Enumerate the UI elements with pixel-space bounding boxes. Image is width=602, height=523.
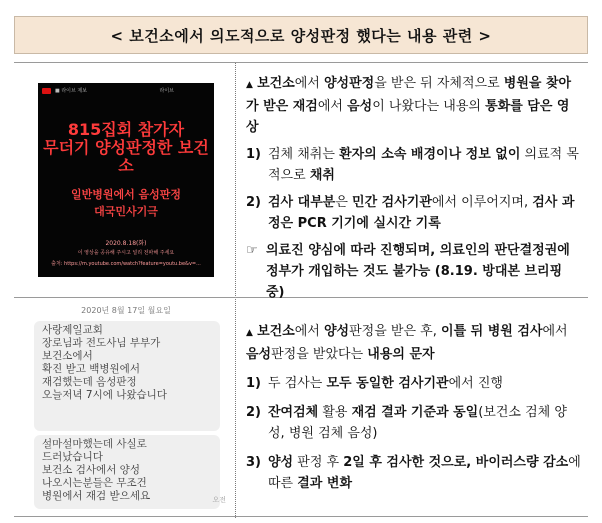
text: 에서 <box>542 324 568 339</box>
message-line: 확진 받고 백병원에서 <box>42 363 140 375</box>
message-time: 오전 <box>212 496 226 504</box>
text: 에서 <box>317 99 348 114</box>
video-topbar <box>42 87 87 94</box>
text-bold: 모두 동일한 검사기관 <box>326 376 449 391</box>
point-text <box>268 402 582 444</box>
text: 에서 <box>294 324 324 339</box>
text: 검체 채취는 <box>268 147 340 162</box>
row2-point-1 <box>246 373 582 394</box>
point-number: 1) <box>246 147 261 162</box>
text-bold: 검사 과정은 PCR 기기에 실시간 기록 <box>268 195 575 231</box>
text-bold: 내용의 문자 <box>367 347 435 362</box>
message-line: 병원에서 재검 받으세요 <box>42 490 151 502</box>
row2-point-2 <box>246 402 582 444</box>
text: (보건소 검체 양성, 병원 검체 음성) <box>268 405 567 441</box>
text-bold: 민간 검사기관 <box>352 195 432 210</box>
text-bold: 음성 <box>347 99 373 114</box>
message-date: 2020년 8월 17일 월요일 <box>81 306 171 315</box>
pointing-hand-icon: ☞ <box>246 243 258 258</box>
message-line: 오늘저녁 7시에 나왔습니다 <box>42 389 167 401</box>
text-bold: 환자의 소속 배경이나 정보 없이 <box>339 147 521 162</box>
row1-description <box>246 73 582 303</box>
document-frame <box>4 4 598 519</box>
point-number: 2) <box>246 195 261 210</box>
note-text: 의료진 양심에 따라 진행되며, 의료인의 판단결정권에 정부가 개입하는 것도 불가능 (8.19. 방대본 브리핑 중) <box>266 243 570 300</box>
row2-point-3 <box>246 452 582 494</box>
text: 활용 <box>318 405 352 420</box>
text-bold: 양성판정 <box>324 76 375 91</box>
text: 판정을 받았다는 <box>271 347 368 362</box>
text: 은 <box>335 195 353 210</box>
text-bold: 병원을 찾아가 받은 재검 <box>246 76 572 114</box>
point-text <box>268 373 582 394</box>
message-bubble-2 <box>34 435 220 509</box>
video-date: 2020.8.18(화) <box>105 240 147 247</box>
message-line: 사랑제일교회 <box>42 324 103 336</box>
row1-point-2 <box>246 192 582 234</box>
comparison-table <box>14 62 588 517</box>
video-headline-1: 815집회 참가자 <box>67 120 185 139</box>
row2-description <box>246 321 582 494</box>
point-text <box>268 144 582 186</box>
message-screenshot <box>26 305 226 511</box>
row1-note <box>246 240 582 303</box>
text-bold: 결과 변화 <box>297 476 353 491</box>
video-caption: 이 영상을 공유해 주시고 널리 전파해 주세요 <box>77 250 175 256</box>
point-number: 2) <box>246 405 261 420</box>
text-bold: 2일 후 검사한 것으로, 바이러스량 감소 <box>343 455 569 470</box>
point-number: 3) <box>246 455 261 470</box>
youtube-icon <box>42 88 51 94</box>
video-channel-label: ■ 라이브 제보 <box>55 88 88 94</box>
text-bold: 양성 <box>324 324 350 339</box>
text: 의료적 목적으로 <box>268 147 579 183</box>
message-line: 나오시는분들은 무조건 <box>42 477 147 489</box>
text-bold: 음성 <box>246 347 272 362</box>
bullet-triangle-icon: ▲ <box>246 328 253 338</box>
message-line: 설마설마했는데 사실로 <box>42 438 147 450</box>
text: 두 검사는 <box>268 376 327 391</box>
table-row-message <box>14 299 588 518</box>
message-bubble-1 <box>34 321 220 431</box>
text: 에서 이루어지며, <box>431 195 533 210</box>
video-thumbnail <box>38 83 214 277</box>
text-bold: 재검 결과 기준과 동일 <box>351 405 479 420</box>
point-text <box>268 192 582 234</box>
video-live-label: 라이브 <box>159 88 174 94</box>
text-bold: 이틀 뒤 병원 검사 <box>441 324 543 339</box>
row2-intro <box>246 321 582 365</box>
text-bold: 채취 <box>309 168 335 183</box>
text: 판정을 받은 후, <box>349 324 442 339</box>
text-bold: 보건소 <box>257 324 295 339</box>
text: 판정 후 <box>293 455 344 470</box>
message-line: 장로님과 전도사님 부부가 <box>42 337 161 349</box>
video-subtitle-1: 일반병원에서 음성판정 <box>70 188 182 201</box>
message-line: 보건소 검사에서 양성 <box>42 464 140 476</box>
text: 에 따른 <box>268 455 581 491</box>
bullet-triangle-icon: ▲ <box>246 80 253 90</box>
message-line: 보건소에서 <box>42 350 93 362</box>
text-bold: 잔여검체 <box>268 405 319 420</box>
text: 이 나왔다는 내용의 <box>372 99 486 114</box>
text: 에서 <box>294 76 324 91</box>
video-headline-2: 무더기 양성판정한 보건소 <box>43 138 209 175</box>
point-number: 1) <box>246 376 261 391</box>
row1-point-1 <box>246 144 582 186</box>
point-text <box>268 452 582 494</box>
text: 을 받은 뒤 자체적으로 <box>374 76 504 91</box>
text-bold: 통화를 담은 영상 <box>246 99 570 135</box>
video-source-url: 출처: https://m.youtube.com/watch?feature=youtu.be&v=... <box>51 261 201 267</box>
text-bold: 보건소 <box>257 76 295 91</box>
video-subtitle-2: 대국민사기극 <box>94 205 158 218</box>
message-line: 드러났습니다 <box>42 451 103 463</box>
text-bold: 양성 <box>268 455 294 470</box>
text: 에서 진행 <box>448 376 503 391</box>
table-row-video <box>14 63 588 298</box>
row1-intro <box>246 73 582 138</box>
message-line: 재검했는데 음성판정 <box>42 376 137 388</box>
page-title: < 보건소에서 의도적으로 양성판정 했다는 내용 관련 > <box>14 16 588 54</box>
text-bold: 검사 대부분 <box>268 195 336 210</box>
